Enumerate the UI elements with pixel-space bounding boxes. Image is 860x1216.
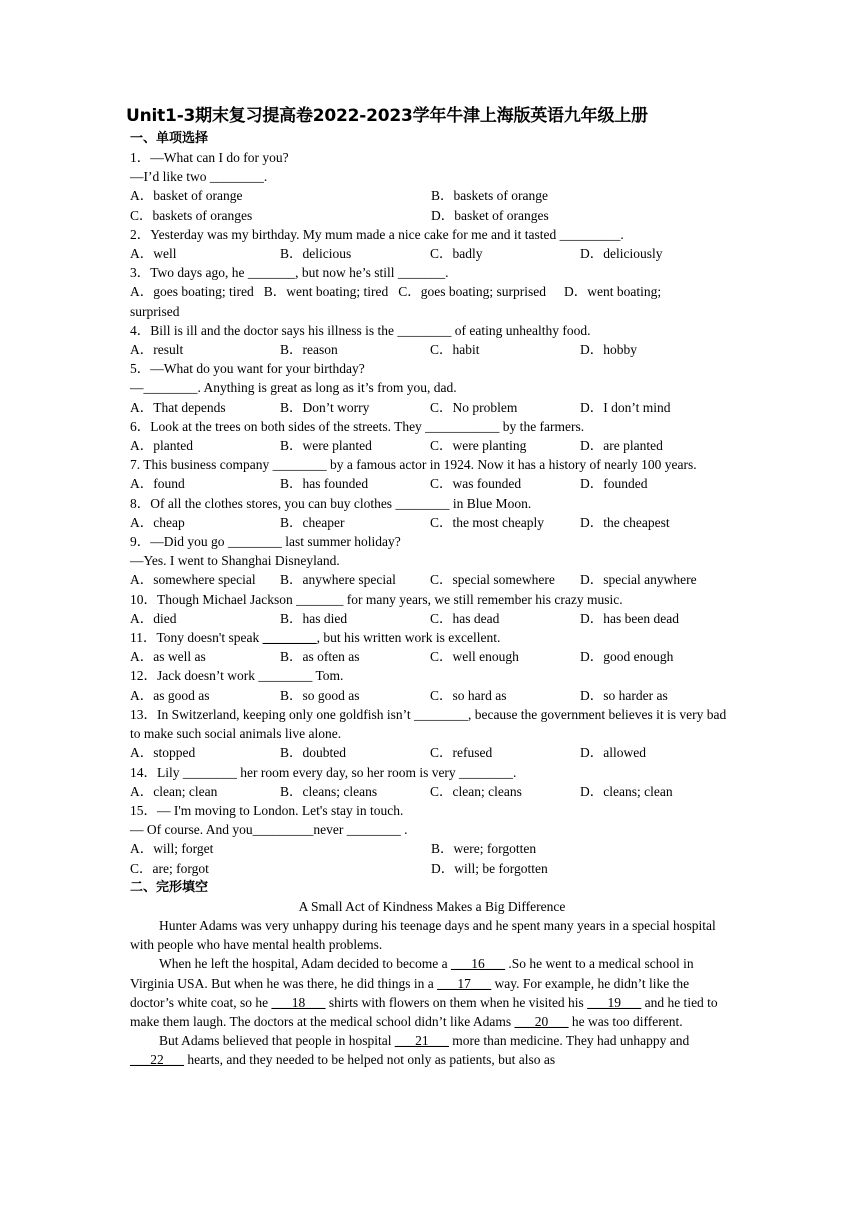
option-d: D．I don’t mind bbox=[580, 399, 671, 415]
passage-title: A Small Act of Kindness Makes a Big Difference bbox=[298, 898, 566, 914]
blank-17: ___17___ bbox=[437, 975, 492, 991]
option-a: A．stopped bbox=[130, 745, 196, 761]
option-a: A．basket of orange bbox=[130, 188, 243, 204]
question-15-stem: 15．— I'm moving to London. Let's stay in touch. bbox=[130, 802, 404, 818]
option-c: C．No problem bbox=[430, 399, 518, 415]
passage-text: way. For example, he didn’t like the doctor’s white coat, so he bbox=[130, 975, 690, 1010]
question-1-stem-2: —I’d like two ________. bbox=[130, 169, 268, 185]
question-6-stem: 6．Look at the trees on both sides of the streets. They ___________ by the farmers. bbox=[130, 418, 585, 434]
option-b: B．cleans; cleans bbox=[280, 783, 378, 799]
option-d: D．deliciously bbox=[580, 246, 663, 262]
option-b: B．baskets of orange bbox=[431, 188, 548, 204]
option-c: C．special somewhere bbox=[430, 572, 555, 588]
question-11-text-pre: 11．Tony doesn't speak bbox=[130, 630, 263, 646]
passage-text: When he left the hospital, Adam decided to become a bbox=[159, 956, 452, 972]
question-9-stem-2: —Yes. I went to Shanghai Disneyland. bbox=[130, 553, 340, 569]
blank-21: ___21___ bbox=[394, 1033, 449, 1049]
question-14-options bbox=[130, 782, 734, 801]
option-d: D．basket of oranges bbox=[431, 207, 549, 223]
option-a: A．died bbox=[130, 610, 177, 626]
blank-20: ___20___ bbox=[514, 1013, 569, 1029]
option-c: C．were planting bbox=[430, 438, 527, 454]
option-a: A．That depends bbox=[130, 399, 226, 415]
question-13-options bbox=[130, 743, 734, 762]
option-c: C．clean; cleans bbox=[430, 783, 522, 799]
question-5-stem-2: —________. Anything is great as long as it’s from you, dad. bbox=[130, 380, 457, 396]
option-b: B．anywhere special bbox=[280, 572, 396, 588]
option-c: C．well enough bbox=[430, 649, 519, 665]
blank-16: ___16___ bbox=[451, 956, 506, 972]
option-b: B．delicious bbox=[280, 246, 352, 262]
question-3-options bbox=[130, 282, 734, 301]
section-heading-single-choice: 一、单项选择 bbox=[130, 131, 209, 146]
option-b: B．as often as bbox=[280, 649, 360, 665]
option-b: B．Don’t worry bbox=[280, 399, 370, 415]
question-15-options-row-1 bbox=[130, 839, 734, 858]
question-10-stem: 10．Though Michael Jackson _______ for many years, we still remember his crazy music. bbox=[130, 591, 623, 607]
option-b: B．has founded bbox=[280, 476, 369, 492]
option-c: C．baskets of oranges bbox=[130, 207, 253, 223]
option-d: D．hobby bbox=[580, 342, 637, 358]
passage-paragraph-1: Hunter Adams was very unhappy during his teenage days and he spent many years in a special hospital with people who have mental health problems. bbox=[130, 917, 716, 953]
option-c: C．badly bbox=[430, 246, 483, 262]
option-a: A．well bbox=[130, 246, 177, 262]
question-11-options bbox=[130, 647, 734, 666]
option-a: A．goes boating; tired bbox=[130, 284, 254, 300]
question-1-options-row-1 bbox=[130, 186, 734, 205]
option-d: D．allowed bbox=[580, 745, 646, 761]
option-c: C．the most cheaply bbox=[430, 514, 544, 530]
question-15-options-row-2 bbox=[130, 859, 734, 878]
option-a: A．will; forget bbox=[130, 841, 214, 857]
option-b: B．doubted bbox=[280, 745, 346, 761]
option-d: D．went boating; bbox=[563, 284, 662, 300]
option-d: D．has been dead bbox=[580, 610, 679, 626]
question-11-stem bbox=[130, 628, 734, 647]
passage-paragraph-2 bbox=[130, 954, 734, 1031]
option-a: A．planted bbox=[130, 438, 193, 454]
option-c: C．are; forgot bbox=[130, 860, 209, 876]
passage-text: But Adams believed that people in hospital bbox=[159, 1033, 395, 1049]
passage-text: shirts with flowers on them when he visited his bbox=[325, 994, 588, 1010]
option-c: C．was founded bbox=[430, 476, 522, 492]
question-9-options bbox=[130, 570, 734, 589]
option-c: C．so hard as bbox=[430, 687, 507, 703]
blank-19: ___19___ bbox=[587, 994, 642, 1010]
option-b: B．reason bbox=[280, 342, 338, 358]
option-d: D．the cheapest bbox=[580, 514, 670, 530]
option-a: A．as good as bbox=[130, 687, 210, 703]
option-a: A．clean; clean bbox=[130, 783, 218, 799]
option-a: A．cheap bbox=[130, 514, 185, 530]
blank-18: ___18___ bbox=[271, 994, 326, 1010]
blank-22: ___22___ bbox=[130, 1052, 184, 1068]
option-a: A．result bbox=[130, 342, 184, 358]
question-3-stem: 3．Two days ago, he _______, but now he’s still _______. bbox=[130, 265, 449, 281]
option-d: D．cleans; clean bbox=[580, 783, 673, 799]
option-b: B．so good as bbox=[280, 687, 360, 703]
question-7-stem: 7. This business company ________ by a famous actor in 1924. Now it has a history of nearly 100 years. bbox=[130, 457, 697, 473]
option-c: C．refused bbox=[430, 745, 493, 761]
option-d: D．special anywhere bbox=[580, 572, 697, 588]
option-d: D．good enough bbox=[580, 649, 674, 665]
option-a: A．as well as bbox=[130, 649, 206, 665]
question-12-options bbox=[130, 686, 734, 705]
document-title: Unit1-3期末复习提高卷2022-2023学年牛津上海版英语九年级上册 bbox=[126, 106, 648, 126]
passage-text: more than medicine. They had unhappy and bbox=[448, 1033, 690, 1049]
option-a: A．somewhere special bbox=[130, 572, 256, 588]
option-c: C．goes boating; surprised bbox=[398, 284, 546, 300]
option-d: D．so harder as bbox=[580, 687, 668, 703]
question-8-stem: 8．Of all the clothes stores, you can buy clothes ________ in Blue Moon. bbox=[130, 495, 532, 511]
question-7-options bbox=[130, 474, 734, 493]
passage-text: .So he went to a medical school in Virginia USA. But when he was there, he did things in a bbox=[130, 956, 694, 991]
passage-paragraph-3 bbox=[130, 1031, 734, 1069]
option-d: D．will; be forgotten bbox=[431, 860, 548, 876]
question-11-text-post: , but his written work is excellent. bbox=[316, 630, 501, 646]
section-heading-cloze: 二、完形填空 bbox=[130, 879, 209, 895]
question-2-options bbox=[130, 244, 734, 263]
question-1-options-row-2 bbox=[130, 206, 734, 225]
question-3-option-d-continued: surprised bbox=[130, 303, 180, 319]
question-15-stem-2: — Of course. And you_________never ________ . bbox=[130, 822, 408, 838]
document-page bbox=[126, 104, 734, 1070]
question-13-stem: 13．In Switzerland, keeping only one goldfish isn’t ________, because the government believes it is very bad to make such social animals live alone. bbox=[130, 706, 727, 742]
question-10-options bbox=[130, 609, 734, 628]
question-6-options bbox=[130, 436, 734, 455]
question-8-options bbox=[130, 513, 734, 532]
question-2-stem: 2．Yesterday was my birthday. My mum made a nice cake for me and it tasted _________. bbox=[130, 226, 624, 242]
option-b: B．cheaper bbox=[280, 514, 345, 530]
question-11-blank: ________ bbox=[262, 630, 317, 646]
option-c: C．has dead bbox=[430, 610, 500, 626]
passage-text: hearts, and they needed to be helped not only as patients, but also as bbox=[184, 1052, 556, 1068]
question-1-stem: 1．—What can I do for you? bbox=[130, 150, 289, 165]
option-c: C．habit bbox=[430, 342, 480, 358]
option-a: A．found bbox=[130, 476, 185, 492]
passage-text: he was too different. bbox=[568, 1013, 683, 1029]
question-5-options bbox=[130, 398, 734, 417]
question-4-options bbox=[130, 340, 734, 359]
option-d: D．founded bbox=[580, 476, 648, 492]
option-b: B．has died bbox=[280, 610, 348, 626]
passage-text: and he tied to make them laugh. The doctors at the medical school didn’t like Adams bbox=[130, 994, 718, 1029]
option-b: B．went boating; tired bbox=[263, 284, 389, 300]
question-5-stem: 5．—What do you want for your birthday? bbox=[130, 361, 365, 377]
question-12-stem: 12．Jack doesn’t work ________ Tom. bbox=[130, 668, 344, 684]
option-d: D．are planted bbox=[580, 438, 663, 454]
question-9-stem: 9．—Did you go ________ last summer holiday? bbox=[130, 534, 401, 550]
option-b: B．were planted bbox=[280, 438, 372, 454]
question-4-stem: 4．Bill is ill and the doctor says his illness is the ________ of eating unhealthy food. bbox=[130, 322, 591, 338]
question-14-stem: 14．Lily ________ her room every day, so her room is very ________. bbox=[130, 764, 517, 780]
option-b: B．were; forgotten bbox=[431, 841, 537, 857]
